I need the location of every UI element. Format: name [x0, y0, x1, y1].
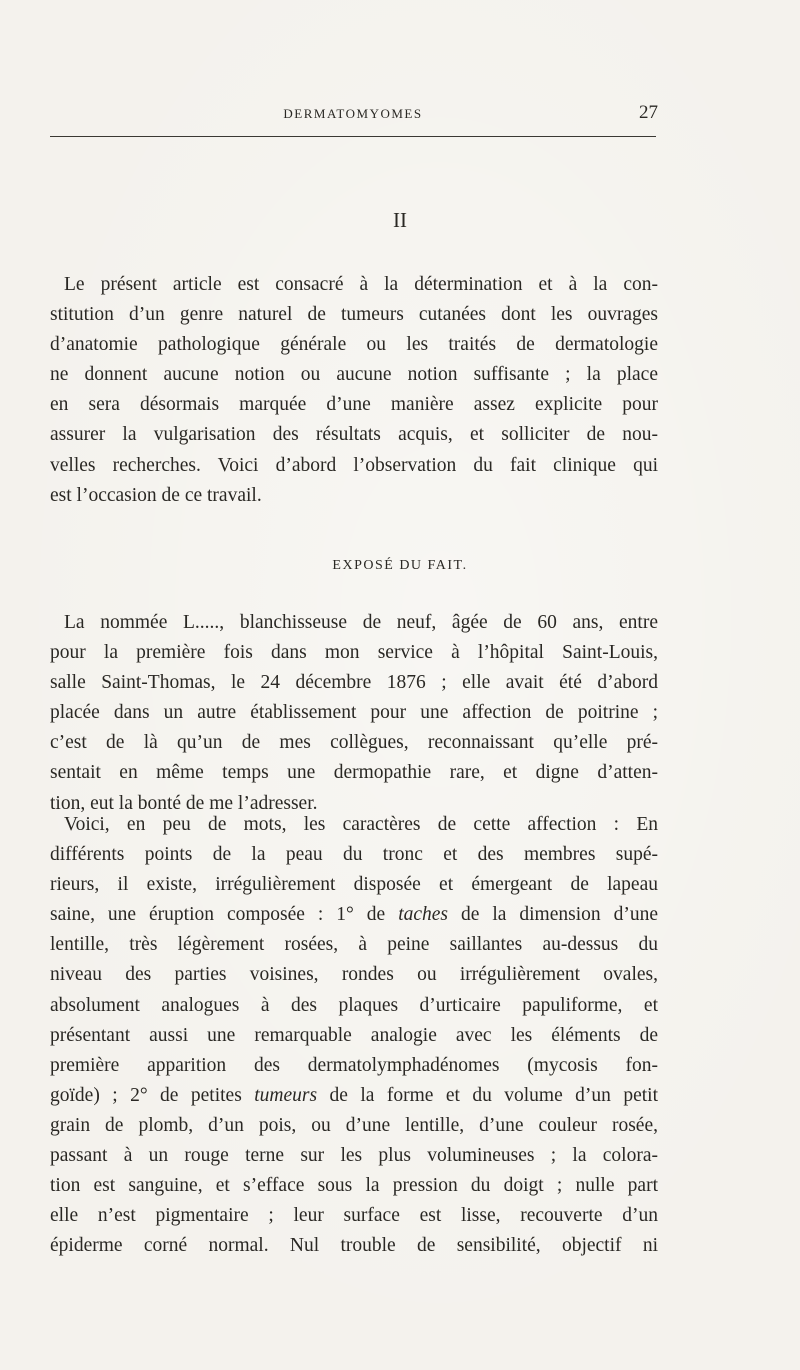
intro-paragraph — [50, 270, 658, 511]
text-line: velles recherches. Voici d’abord l’observation du fait clinique qui — [50, 454, 658, 476]
text-line: présentant aussi une remarquable analogie avec les éléments de — [50, 1024, 658, 1046]
page-number: 27 — [639, 102, 658, 123]
text-line: grain de plomb, d’un pois, ou d’une lentille, d’une couleur rosée, — [50, 1114, 658, 1136]
text-line: sentait en même temps une dermopathie rare, et digne d’atten- — [50, 762, 658, 784]
text-line: rieurs, il existe, irrégulièrement disposée et émergeant de lapeau — [50, 874, 658, 896]
italic-term: taches — [398, 904, 449, 926]
text-line: d’anatomie pathologique générale ou les traités de dermatologie — [50, 334, 658, 356]
text-line: tion est sanguine, et s’efface sous la pression du doigt ; nulle part — [50, 1175, 658, 1197]
text-line: en sera désormais marquée d’une manière assez explicite pour — [50, 394, 658, 416]
header-rule — [50, 136, 656, 137]
text-line: lentille, très légèrement rosées, à peine saillantes au-dessus du — [50, 934, 658, 956]
text-line: absolument analogues à des plaques d’urticaire papuliforme, et — [50, 994, 658, 1016]
text-run: de la dimension d’une — [448, 904, 658, 926]
text-line: Le présent article est consacré à la détermination et à la con- — [64, 274, 658, 295]
description-paragraph — [50, 810, 658, 1261]
section-number: II — [393, 208, 407, 232]
case-paragraph — [50, 608, 658, 819]
page-header — [48, 102, 658, 132]
text-line: assurer la vulgarisation des résultats acquis, et solliciter de nou- — [50, 424, 658, 446]
text-line: pour la première fois dans mon service à l’hôpital Saint-Louis, — [50, 642, 658, 664]
text-line — [50, 1081, 658, 1111]
text-line: niveau des parties voisines, rondes ou irrégulièrement ovales, — [50, 964, 658, 986]
text-line: placée dans un autre établissement pour une affection de poitrine ; — [50, 702, 658, 724]
text-line: salle Saint-Thomas, le 24 décembre 1876 ; elle avait été d’abord — [50, 672, 658, 694]
text-line: La nommée L....., blanchisseuse de neuf, âgée de 60 ans, entre — [64, 612, 658, 633]
running-title: DERMATOMYOMES — [283, 106, 423, 121]
text-line: passant à un rouge terne sur les plus volumineuses ; la colora- — [50, 1145, 658, 1167]
text-line: tion, eut la bonté de me l’adresser. — [50, 792, 318, 814]
italic-term: tumeurs — [254, 1084, 318, 1106]
text-run: goïde) ; 2° de petites — [50, 1084, 255, 1106]
text-run: saine, une éruption composée : 1° de — [50, 904, 399, 926]
text-line: c’est de là qu’un de mes collègues, reconnaissant qu’elle pré- — [50, 732, 658, 754]
text-line: stitution d’un genre naturel de tumeurs cutanées dont les ouvrages — [50, 304, 658, 326]
text-line: épiderme corné normal. Nul trouble de sensibilité, objectif ni — [50, 1235, 658, 1257]
text-line: ne donnent aucune notion ou aucune notion suffisante ; la place — [50, 364, 658, 386]
text-line: Voici, en peu de mots, les caractères de cette affection : En — [64, 814, 658, 835]
text-line: première apparition des dermatolymphadénomes (mycosis fon- — [50, 1054, 658, 1076]
text-run: de la forme et du volume d’un petit — [317, 1084, 658, 1106]
text-line: est l’occasion de ce travail. — [50, 484, 262, 506]
text-line: elle n’est pigmentaire ; leur surface est lisse, recouverte d’un — [50, 1205, 658, 1227]
text-line — [50, 900, 658, 930]
subheading: EXPOSÉ DU FAIT. — [332, 558, 468, 573]
text-line: différents points de la peau du tronc et des membres supé- — [50, 844, 658, 866]
